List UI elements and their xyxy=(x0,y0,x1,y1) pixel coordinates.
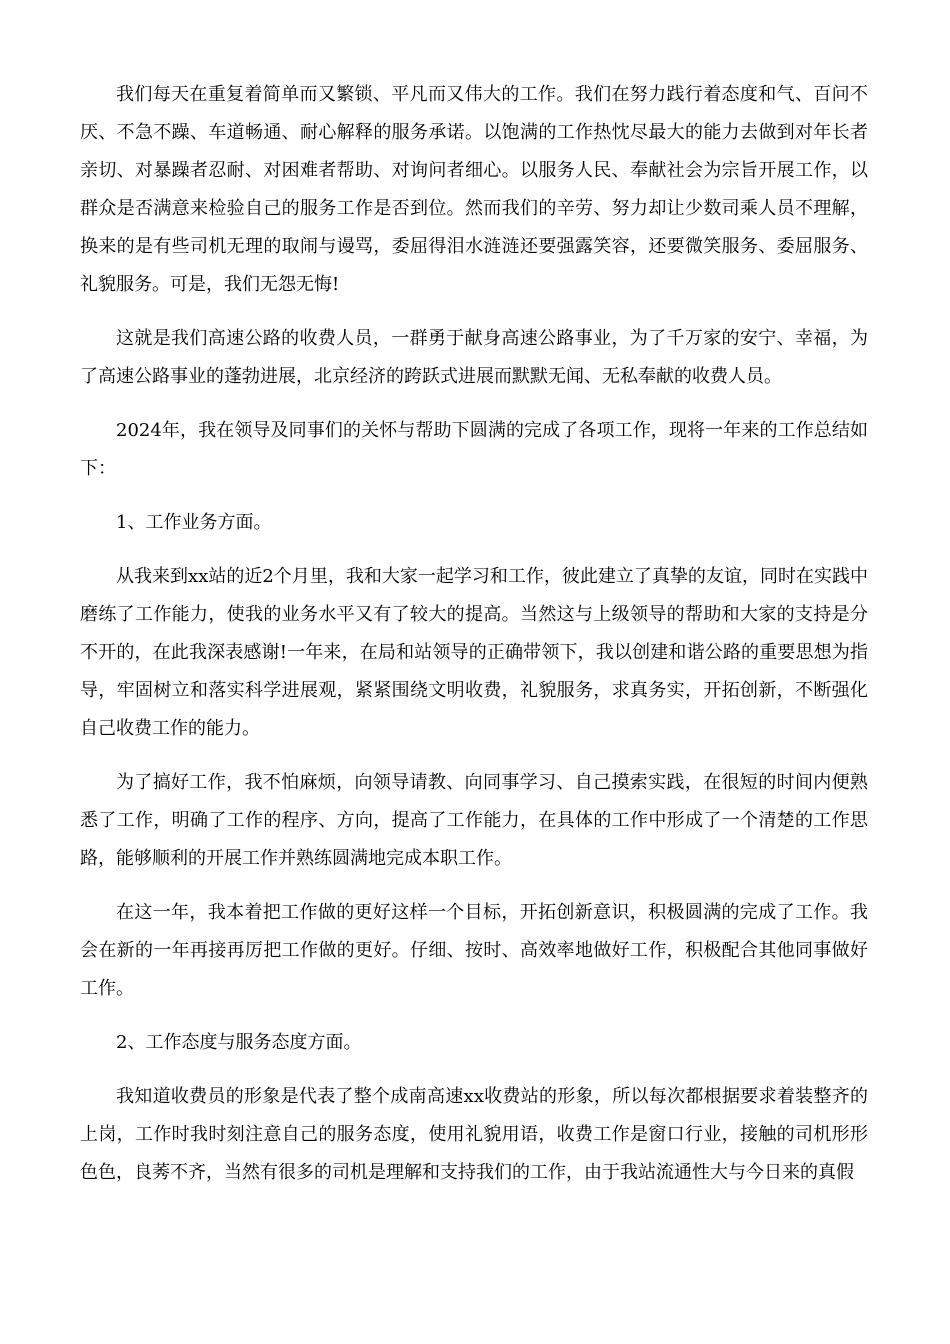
paragraph-learning-work: 为了搞好工作，我不怕麻烦，向领导请教、向同事学习、自己摸索实践，在很短的时间内便熟悉了工作，明确了工作的程序、方向，提高了工作能力，在具体的工作中形成了一个清楚的工作思路，能够顺利的开展工作并熟练圆满地完成本职工作。 xyxy=(80,772,868,869)
paragraph-year-goal: 在这一年，我本着把工作做的更好这样一个目标，开拓创新意识，积极圆满的完成了工作。我会在新的一年再接再厉把工作做的更好。仔细、按时、高效率地做好工作，积极配合其他同事做好工作。 xyxy=(80,902,868,999)
paragraph-toll-staff: 这就是我们高速公路的收费人员，一群勇于献身高速公路事业，为了千万家的安宁、幸福，为了高速公路事业的蓬勃进展，北京经济的跨跃式进展而默默无闻、无私奉献的收费人员。 xyxy=(80,328,868,387)
section-heading-work-business: 1、工作业务方面。 xyxy=(116,512,272,533)
document-body xyxy=(80,76,868,1208)
paragraph-service-commitment: 我们每天在重复着简单而又繁锁、平凡而又伟大的工作。我们在努力践行着态度和气、百问不厌、不急不躁、车道畅通、耐心解释的服务承诺。以饱满的工作热忱尽最大的能力去做到对年长者亲切、对暴躁者忍耐、对困难者帮助、对询问者细心。以服务人民、奉献社会为宗旨开展工作，以群众是否满意来检验自己的服务工作是否到位。然而我们的辛劳、努力却让少数司乘人员不理解，换来的是有些司机无理的取闹与谩骂，委屈得泪水涟涟还要强露笑容，还要微笑服务、委屈服务、礼貌服务。可是，我们无怨无悔! xyxy=(80,84,868,295)
section-heading-work-attitude: 2、工作态度与服务态度方面。 xyxy=(116,1032,362,1053)
paragraph-toll-image: 我知道收费员的形象是代表了整个成南高速xx收费站的形象，所以每次都根据要求着装整齐的上岗，工作时我时刻注意自己的服务态度，使用礼貌用语，收费工作是窗口行业，接触的司机形形色色，良莠不齐，当然有很多的司机是理解和支持我们的工作，由于我站流通性大与今日来的真假 xyxy=(80,1086,868,1183)
paragraph-year-summary-intro: 2024年，我在领导及同事们的关怀与帮助下圆满的完成了各项工作，现将一年来的工作总结如下： xyxy=(80,420,868,479)
paragraph-station-experience: 从我来到xx站的近2个月里，我和大家一起学习和工作，彼此建立了真挚的友谊，同时在实践中磨练了工作能力，使我的业务水平又有了较大的提高。当然这与上级领导的帮助和大家的支持是分不开的，在此我深表感谢!一年来，在局和站领导的正确带领下，我以创建和谐公路的重要思想为指导，牢固树立和落实科学进展观，紧紧围绕文明收费，礼貌服务，求真务实，开拓创新，不断强化自己收费工作的能力。 xyxy=(80,566,868,739)
